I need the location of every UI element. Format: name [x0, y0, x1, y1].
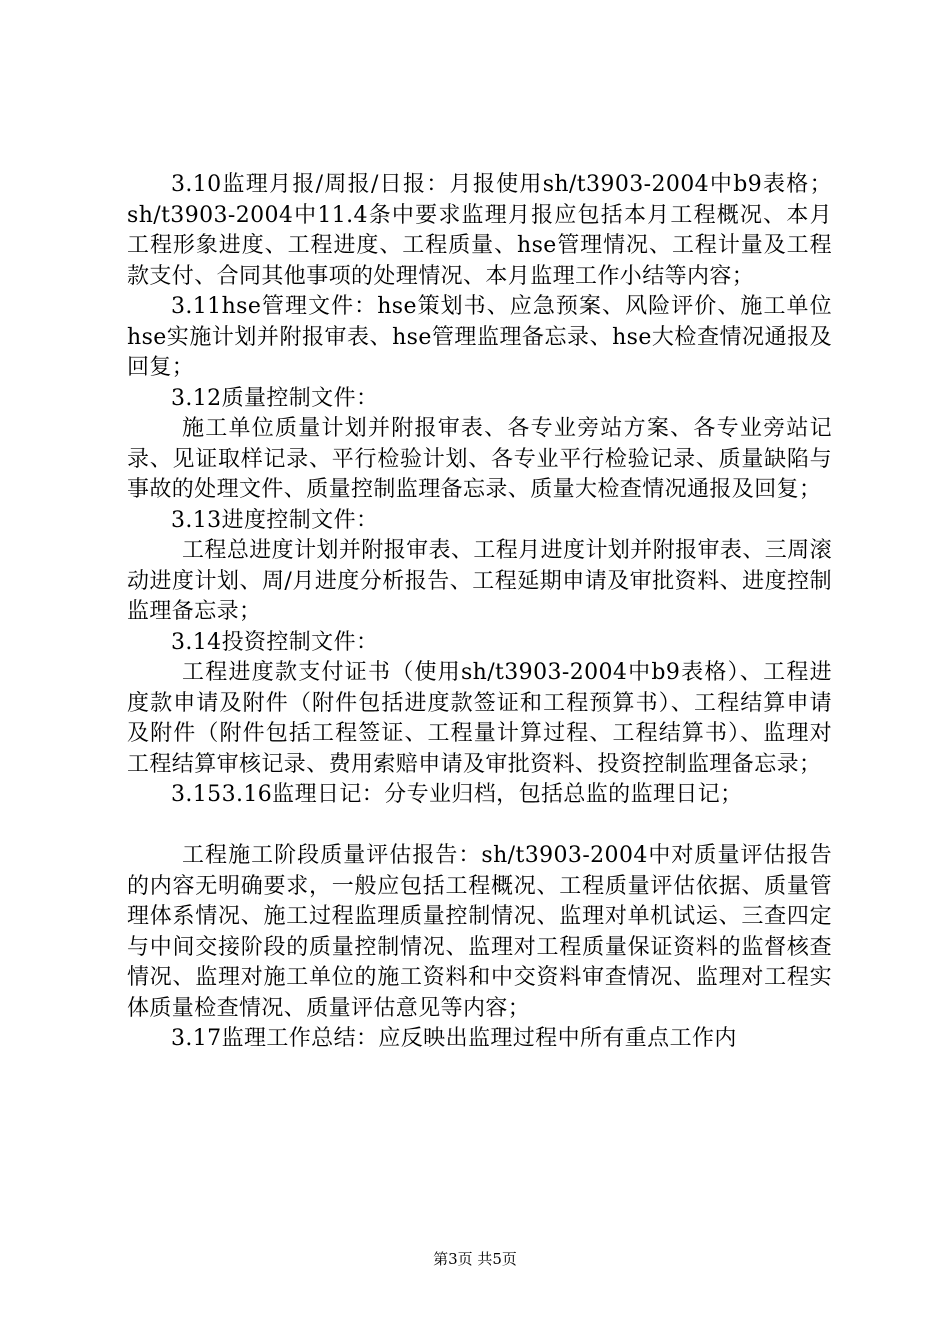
page-footer: 第3页 共5页	[433, 1250, 517, 1268]
heading-3-14-investment-control: 3.14投资控制文件：	[171, 629, 379, 655]
paragraph-3-17-work-summary: 3.17监理工作总结：应反映出监理过程中所有重点工作内	[171, 1026, 737, 1051]
document-body	[127, 170, 832, 1055]
paragraph-3-11-hse-files: 3.11hse管理文件：hse策划书、应急预案、风险评价、施工单位hse实施计划并附报审表、hse管理监理备忘录、hse大检查情况通报及回复；	[127, 294, 832, 380]
paragraph-investment-control-items: 工程进度款支付证书（使用sh/t3903-2004中b9表格）、工程进度款申请及附件（附件包括进度款签证和工程预算书）、工程结算申请及附件（附件包括工程签证、工程量计算过程、工程结算书）、监理对工程结算审核记录、费用索赔申请及审批资料、投资控制监理备忘录；	[127, 660, 832, 777]
paragraph-schedule-control-items: 工程总进度计划并附报审表、工程月进度计划并附报审表、三周滚动进度计划、周/月进度分析报告、工程延期申请及审批资料、进度控制监理备忘录；	[127, 538, 832, 624]
heading-3-13-schedule-control: 3.13进度控制文件：	[171, 507, 379, 533]
paragraph-3-10-monthly-report: 3.10监理月报/周报/日报：月报使用sh/t3903-2004中b9表格；sh/t3903-2004中11.4条中要求监理月报应包括本月工程概况、本月工程形象进度、工程进度、工程质量、hse管理情况、工程计量及工程款支付、合同其他事项的处理情况、本月监理工作小结等内容；	[127, 172, 832, 289]
paragraph-3-15-3-16-supervision-diary: 3.153.16监理日记：分专业归档，包括总监的监理日记；	[171, 782, 743, 807]
paragraph-quality-assessment-report: 工程施工阶段质量评估报告：sh/t3903-2004中对质量评估报告的内容无明确要求，一般应包括工程概况、工程质量评估依据、质量管理体系情况、施工过程监理质量控制情况、监理对单机试运、三查四定与中间交接阶段的质量控制情况、监理对工程质量保证资料的监督核查情况、监理对施工单位的施工资料和中交资料审查情况、监理对工程实体质量检查情况、质量评估意见等内容；	[127, 843, 832, 1021]
heading-3-12-quality-control: 3.12质量控制文件：	[171, 385, 379, 411]
paragraph-quality-control-items: 施工单位质量计划并附报审表、各专业旁站方案、各专业旁站记录、见证取样记录、平行检验计划、各专业平行检验记录、质量缺陷与事故的处理文件、质量控制监理备忘录、质量大检查情况通报及回复；	[127, 416, 832, 502]
